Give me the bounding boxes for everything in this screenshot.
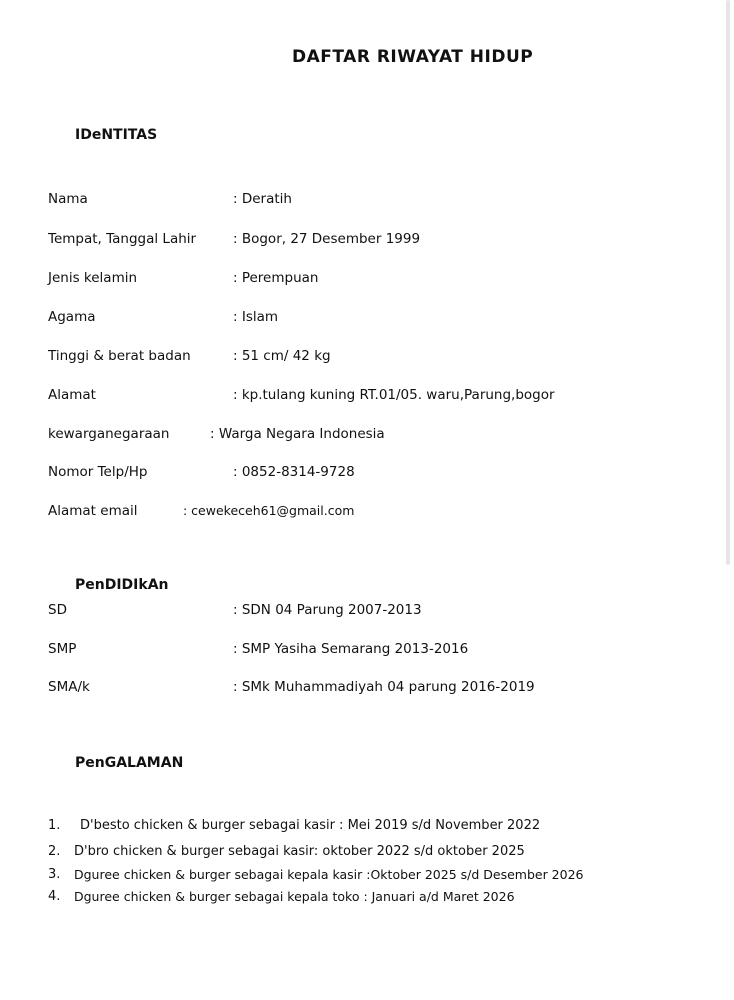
pengalaman-number-3: 3.: [48, 867, 61, 882]
identitas-value-alamat: : kp.tulang kuning RT.01/05. waru,Parung,bogor: [233, 387, 555, 403]
identitas-value-nama: : Deratih: [233, 191, 292, 207]
identitas-label-ttl: Tempat, Tanggal Lahir: [48, 231, 197, 247]
pengalaman-number-2: 2.: [48, 844, 61, 859]
vertical-scrollbar[interactable]: [726, 0, 730, 565]
identitas-value-agama: : Islam: [233, 309, 279, 325]
pengalaman-item-2: D'bro chicken & burger sebagai kasir: oktober 2022 s/d oktober 2025: [74, 844, 525, 859]
identitas-label-alamat: Alamat: [48, 387, 96, 403]
pengalaman-heading: PenGALAMAN: [75, 755, 184, 771]
identitas-label-agama: Agama: [48, 309, 96, 325]
identitas-heading: IDeNTITAS: [75, 127, 158, 143]
pendidikan-value-sma: : SMk Muhammadiyah 04 parung 2016-2019: [233, 679, 535, 695]
identitas-value-jenis-kelamin: : Perempuan: [233, 270, 319, 286]
pengalaman-number-1: 1.: [48, 818, 61, 833]
identitas-value-kewarganegaraan: : Warga Negara Indonesia: [210, 426, 385, 442]
identitas-label-tinggi-berat: Tinggi & berat badan: [48, 348, 191, 364]
identitas-label-nama: Nama: [48, 191, 88, 207]
pengalaman-number-4: 4.: [48, 889, 61, 904]
pendidikan-label-sd: SD: [48, 602, 67, 618]
identitas-label-telp: Nomor Telp/Hp: [48, 464, 148, 480]
identitas-value-tinggi-berat: : 51 cm/ 42 kg: [233, 348, 331, 364]
identitas-value-email: : cewekeceh61@gmail.com: [183, 503, 355, 518]
pendidikan-value-smp: : SMP Yasiha Semarang 2013-2016: [233, 641, 469, 657]
identitas-label-kewarganegaraan: kewarganegaraan: [48, 426, 170, 442]
identitas-value-ttl: : Bogor, 27 Desember 1999: [233, 231, 421, 247]
pendidikan-label-sma: SMA/k: [48, 679, 90, 695]
identitas-label-email: Alamat email: [48, 503, 138, 519]
pendidikan-heading: PenDIDIkAn: [75, 577, 169, 593]
pengalaman-item-4: Dguree chicken & burger sebagai kepala toko : Januari a/d Maret 2026: [74, 889, 515, 904]
pengalaman-item-3: Dguree chicken & burger sebagai kepala kasir :Oktober 2025 s/d Desember 2026: [74, 867, 584, 882]
document-title: DAFTAR RIWAYAT HIDUP: [292, 47, 534, 67]
identitas-value-telp: : 0852-8314-9728: [233, 464, 355, 480]
pendidikan-value-sd: : SDN 04 Parung 2007-2013: [233, 602, 422, 618]
pendidikan-label-smp: SMP: [48, 641, 77, 657]
identitas-label-jenis-kelamin: Jenis kelamin: [48, 270, 138, 286]
pengalaman-item-1: D'besto chicken & burger sebagai kasir : Mei 2019 s/d November 2022: [80, 818, 541, 833]
